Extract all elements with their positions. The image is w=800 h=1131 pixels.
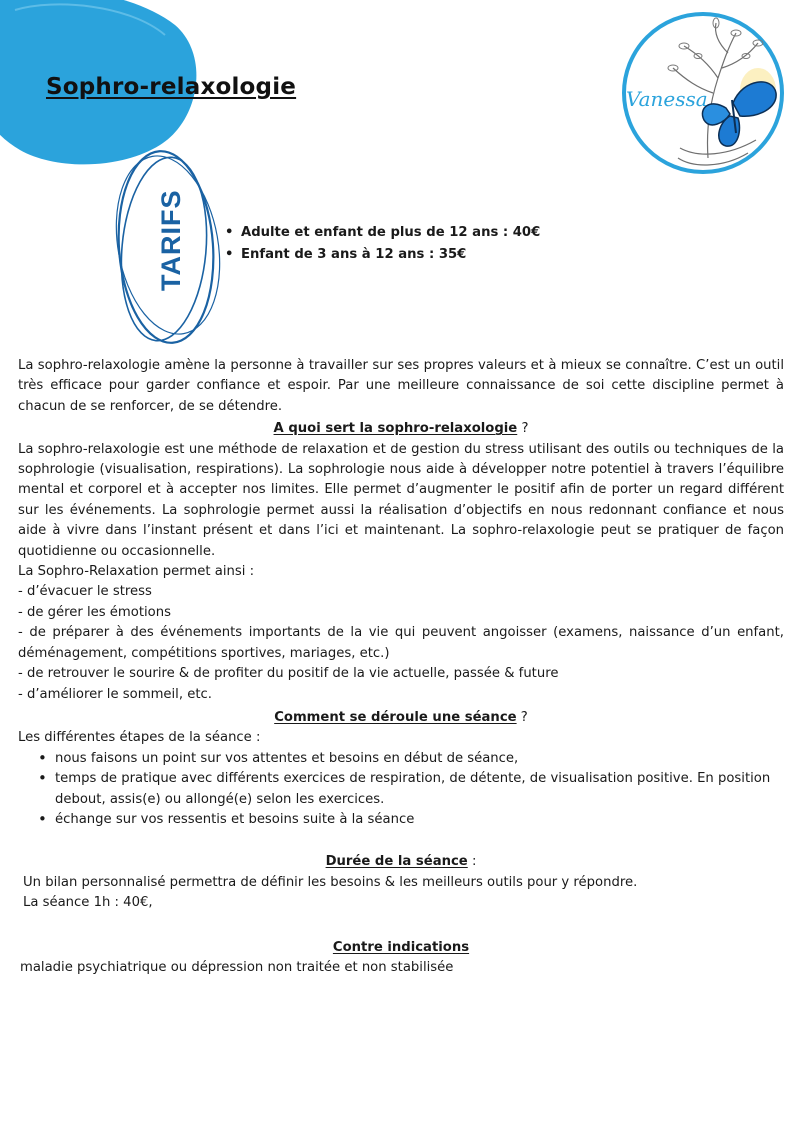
section3-heading-row: [18, 852, 784, 872]
section3-heading-suffix: :: [467, 854, 477, 870]
section1-heading-row: [18, 419, 784, 439]
section4-heading-row: [18, 938, 784, 958]
list-item: - de retrouver le sourire & de profiter du positif de la vie actuelle, passée & future: [18, 666, 559, 682]
section2-heading-suffix: ?: [516, 709, 528, 725]
tarifs-badge: [104, 145, 234, 350]
list-item: • nous faisons un point sur vos attentes et besoins en début de séance,: [55, 749, 784, 769]
butterfly-icon: [702, 82, 776, 146]
tarifs-label: TARIFS: [156, 189, 186, 291]
section4-heading: Contre indications: [332, 939, 470, 955]
list-item: - d’évacuer le stress: [18, 584, 152, 600]
page-title: Sophro-relaxologie: [46, 74, 297, 100]
list-item: - d’améliorer le sommeil, etc.: [18, 686, 212, 702]
section1-heading: A quoi sert la sophro-relaxologie: [273, 421, 518, 437]
section3-line1: Un bilan personnalisé permettra de définir les besoins & les meilleurs outils pour y répondre.: [23, 874, 638, 890]
section3-line2: La séance 1h : 40€,: [23, 895, 153, 911]
tarifs-list: [224, 222, 540, 266]
list-item: - de gérer les émotions: [18, 604, 171, 620]
section3-heading: Durée de la séance: [325, 854, 468, 870]
tarif-item: • Enfant de 3 ans à 12 ans : 35€: [224, 244, 540, 266]
vanessa-logo: [618, 8, 788, 178]
section1-paragraph: La sophro-relaxologie est une méthode de relaxation et de gestion du stress utilisant des outils ou techniques de la sophrologie (visualisation, respirations). La sophrologie nous aide à développer notre potentiel à travers l’équilibre mental et corporel et à accepter nos limites. Elle permet d’augmenter le positif afin de porter un regard différent sur les événements. La sophrologie permet aussi la réalisation d’objectifs en nous redonnant confiance et nous aide à vivre dans l’instant présent et dans l’ici et maintenant. La sophro-relaxologie peut se pratiquer de façon quotidienne ou occasionnelle.: [18, 441, 784, 559]
list-item: • échange sur vos ressentis et besoins suite à la séance: [55, 810, 784, 830]
section2-heading: Comment se déroule une séance: [274, 709, 517, 725]
tarif-item: • Adulte et enfant de plus de 12 ans : 40€: [224, 222, 540, 244]
section2-intro: Les différentes étapes de la séance :: [18, 730, 261, 746]
section4-text: maladie psychiatrique ou dépression non traitée et non stabilisée: [20, 959, 454, 975]
section1-heading-suffix: ?: [517, 421, 529, 437]
content: [18, 356, 784, 978]
intro-paragraph: La sophro-relaxologie amène la personne à travailler sur ses propres valeurs et à mieux se connaître. C’est un outil très efficace pour garder confiance et espoir. Par une meilleure connaissance de soi cette discipline permet à chacun de se renforcer, de se détendre.: [18, 358, 784, 414]
logo-text: Vanessa: [626, 87, 708, 111]
section2-heading-row: [18, 708, 784, 728]
list-item: - de préparer à des événements importants de la vie qui peuvent angoisser (examens, naissance d’un enfant, déménagement, compétitions sportives, mariages, etc.): [18, 625, 784, 661]
section2-list: [18, 749, 784, 831]
section1-list-intro: La Sophro-Relaxation permet ainsi :: [18, 564, 255, 580]
list-item: • temps de pratique avec différents exercices de respiration, de détente, de visualisation positive. En position debout, assis(e) ou allongé(e) selon les exercices.: [55, 769, 784, 810]
